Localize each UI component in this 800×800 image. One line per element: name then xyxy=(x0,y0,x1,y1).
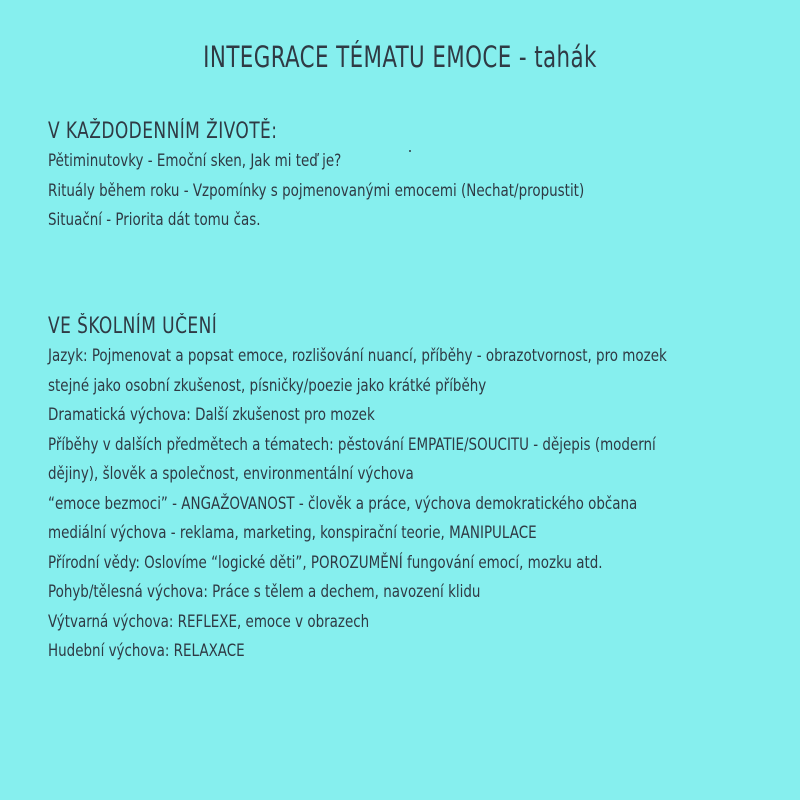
daily-life-section xyxy=(48,117,768,236)
page-title: INTEGRACE TÉMATU EMOCE - tahák xyxy=(203,40,597,74)
school-line: Příběhy v dalších předmětech a tématech: pěstování EMPATIE/SOUCITU - dějepis (moderní xyxy=(48,434,656,455)
school-line: Pohyb/tělesná výchova: Práce s tělem a dechem, navození klidu xyxy=(48,582,481,602)
school-line: mediální výchova - reklama, marketing, konspirační teorie, MANIPULACE xyxy=(48,523,537,543)
school-line: Výtvarná výchova: REFLEXE, emoce v obrazech xyxy=(48,611,370,632)
daily-line: Situační - Priorita dát tomu čas. xyxy=(48,210,261,230)
school-line: “emoce bezmoci” - ANGAŽOVANOST - člověk a práce, výchova demokratického občana xyxy=(48,493,638,514)
school-line: dějiny), šlověk a společnost, environmentální výchova xyxy=(48,464,414,484)
school-line: stejné jako osobní zkušenost, písničky/poezie jako krátké příběhy xyxy=(48,375,487,396)
school-line: Dramatická výchova: Další zkušenost pro mozek xyxy=(48,405,375,425)
daily-line: Rituály během roku - Vzpomínky s pojmenovanými emocemi (Nechat/propustit) xyxy=(48,180,585,201)
daily-line: Pětiminutovky - Emoční sken, Jak mi teď je? xyxy=(48,151,342,171)
school-line: Hudební výchova: RELAXACE xyxy=(48,641,245,661)
school-learning-section xyxy=(48,312,768,667)
school-learning-heading: VE ŠKOLNÍM UČENÍ xyxy=(48,314,218,339)
daily-life-heading: V KAŽDODENNÍM ŽIVOTĚ: xyxy=(48,119,278,144)
school-line: Jazyk: Pojmenovat a popsat emoce, rozlišování nuancí, příběhy - obrazotvornost, pro mozek xyxy=(48,346,667,366)
school-line: Přírodní vědy: Oslovíme “logické děti”, POROZUMĚNÍ fungování emocí, mozku atd. xyxy=(48,552,603,573)
